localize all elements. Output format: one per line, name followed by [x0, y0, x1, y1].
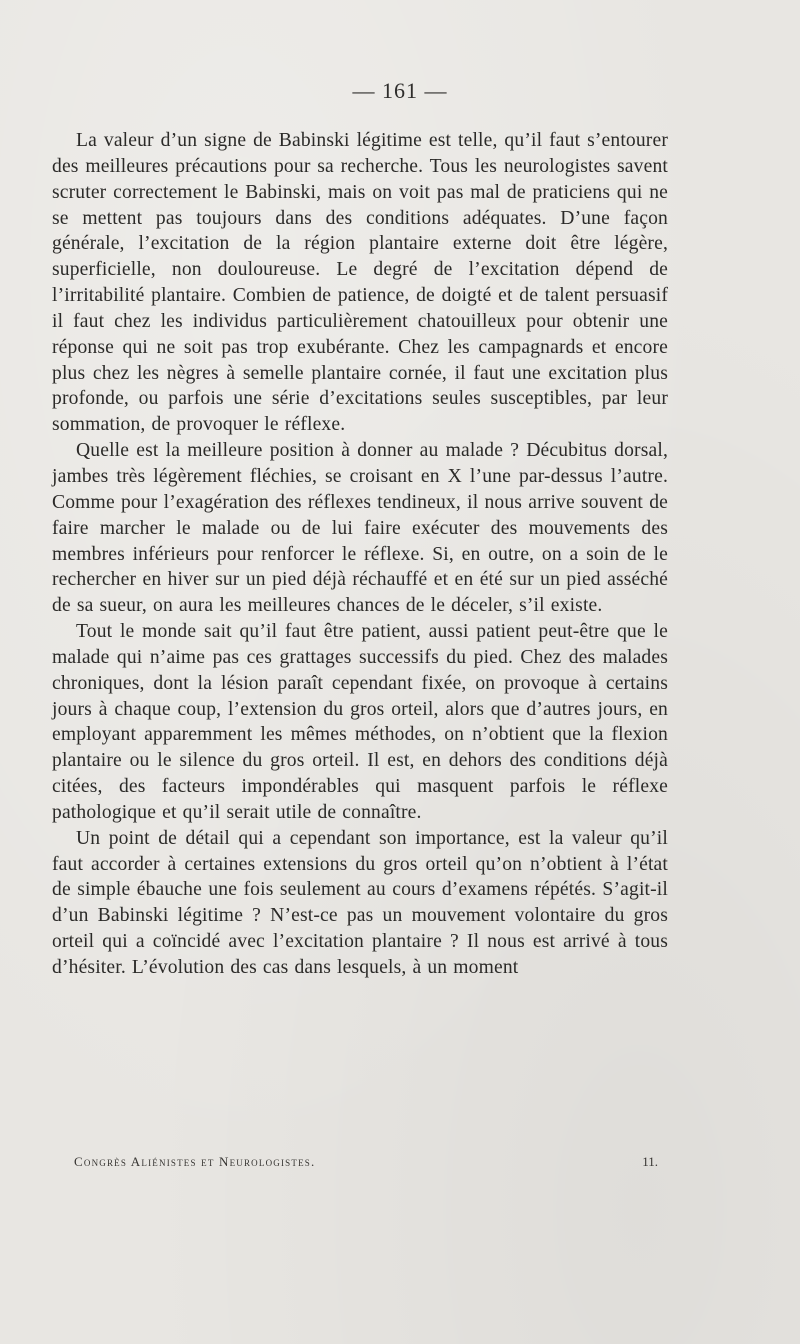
page-footer — [74, 1154, 658, 1178]
paragraph-4: Un point de détail qui a cependant son importance, est la valeur qu’il faut accorder à certaines extensions du gros orteil qu’on n’obtient à l’état de simple ébauche une fois seulement au cours d’examens répétés. S’agit-il d’un Babinski légitime ? N’est-ce pas un mouvement volontaire du gros orteil qui a coïncidé avec l’excitation plantaire ? Il nous est arrivé à tous d’hésiter. L’évolution des cas dans lesquels, à un moment — [52, 827, 668, 978]
footer-sheet-number: 11. — [642, 1154, 658, 1169]
page-number: — 161 — — [352, 78, 448, 103]
body-text — [52, 128, 668, 981]
paragraph-3: Tout le monde sait qu’il faut être patient, aussi patient peut-être que le malade qui n’aime pas ces grattages successifs du pied. Chez des malades chroniques, dont la lésion paraît cependant fixée, on provoque à certains jours à chaque coup, l’extension du gros orteil, alors que d’autres jours, en employant apparemment les mêmes méthodes, on n’obtient que la flexion plantaire ou le silence du gros orteil. Il est, en dehors des conditions déjà citées, des facteurs impondérables qui masquent parfois le réflexe pathologique et qu’il serait utile de connaître. — [52, 621, 668, 823]
paragraph-2: Quelle est la meilleure position à donner au malade ? Décubitus dorsal, jambes très légèrement fléchies, se croisant en X l’une par-dessus l’autre. Comme pour l’exagération des réflexes tendineux, il nous arrive souvent de faire marcher le malade ou de lui faire exécuter des mouvements des membres inférieurs pour renforcer le réflexe. Si, en outre, on a soin de le rechercher en hiver sur un pied déjà réchauffé et en été sur un pied asséché de sa sueur, on aura les meilleures chances de le déceler, s’il existe. — [52, 440, 668, 617]
footer-signature: Congrès Aliénistes et Neurologistes. — [74, 1154, 316, 1169]
paragraph-1: La valeur d’un signe de Babinski légitime est telle, qu’il faut s’entourer des meilleures précautions pour sa recherche. Tous les neurologistes savent scruter correctement le Babinski, mais on voit pas mal de praticiens qui ne se mettent pas toujours dans des conditions adéquates. D’une façon générale, l’excitation de la région plantaire externe doit être légère, superficielle, non douloureuse. Le degré de l’excitation dépend de l’irritabilité plantaire. Combien de patience, de doigté et de talent persuasif il faut chez les individus particulièrement chatouilleux pour obtenir une réponse qui ne soit pas trop exubérante. Chez les campagnards et encore plus chez les nègres à semelle plantaire cornée, il faut une excitation plus profonde, ou parfois une série d’excitations seules susceptibles, par leur sommation, de provoquer le réflexe. — [52, 130, 668, 436]
